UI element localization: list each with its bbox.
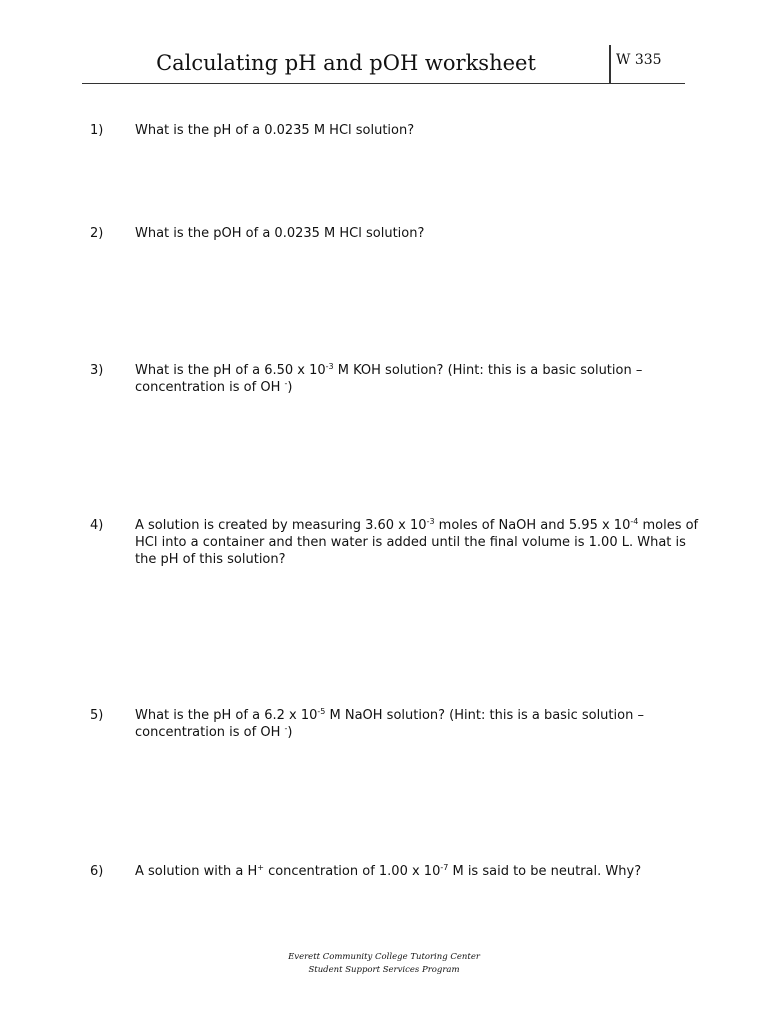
text-segment: the pH of this solution? (135, 552, 286, 567)
question-line (135, 225, 675, 242)
superscript: - (284, 379, 288, 388)
footer (0, 951, 768, 977)
superscript: -4 (630, 517, 639, 526)
text-segment: M KOH solution? (Hint: this is a basic solution – (333, 363, 643, 378)
text-segment: A solution is created by measuring 3.60 x 10 (135, 518, 427, 533)
superscript: -7 (440, 863, 449, 872)
question-line (135, 724, 675, 741)
question-number: 2) (90, 226, 104, 241)
question-line (135, 707, 675, 724)
question-line (135, 863, 675, 880)
superscript: + (257, 863, 264, 872)
question-line (135, 122, 675, 139)
question-line (135, 362, 675, 379)
question-number: 5) (90, 708, 104, 723)
question-number: 3) (90, 363, 104, 378)
text-segment: ) (287, 725, 293, 740)
header-vertical-divider (609, 45, 611, 83)
question-line (135, 517, 699, 534)
superscript: - (284, 724, 288, 733)
footer-institution: Everett Community College Tutoring Center (288, 952, 480, 962)
text-segment: moles of (638, 518, 699, 533)
question-line (135, 551, 675, 568)
question-number: 6) (90, 864, 104, 879)
text-segment: What is the pH of a 6.2 x 10 (135, 708, 318, 723)
worksheet-title: Calculating pH and pOH worksheet (156, 51, 536, 75)
text-segment: concentration of 1.00 x 10 (263, 864, 441, 879)
question-text (135, 863, 675, 880)
text-segment: concentration is of OH (135, 725, 285, 740)
header-divider (82, 83, 685, 84)
text-segment: What is the pH of a 6.50 x 10 (135, 363, 326, 378)
text-segment: moles of NaOH and 5.95 x 10 (434, 518, 631, 533)
text-segment: A solution with a H (135, 864, 258, 879)
footer-program: Student Support Services Program (308, 965, 460, 975)
superscript: -5 (317, 707, 326, 716)
text-segment: concentration is of OH (135, 380, 285, 395)
question-text (135, 362, 675, 396)
text-segment: HCl into a container and then water is added until the final volume is 1.00 L. What is (135, 535, 686, 550)
superscript: -3 (325, 362, 334, 371)
text-segment: What is the pOH of a 0.0235 M HCl solution? (135, 226, 425, 241)
question-number: 1) (90, 123, 104, 138)
worksheet-code: W 335 (616, 52, 662, 68)
question-number: 4) (90, 518, 104, 533)
question-text (135, 517, 699, 568)
text-segment: M is said to be neutral. Why? (448, 864, 642, 879)
question-text (135, 225, 675, 242)
question-text (135, 122, 675, 139)
text-segment: What is the pH of a 0.0235 M HCl solution? (135, 123, 415, 138)
text-segment: ) (287, 380, 293, 395)
question-line (135, 534, 686, 551)
text-segment: M NaOH solution? (Hint: this is a basic solution – (325, 708, 644, 723)
question-line (135, 379, 675, 396)
superscript: -3 (426, 517, 435, 526)
question-text (135, 707, 675, 741)
